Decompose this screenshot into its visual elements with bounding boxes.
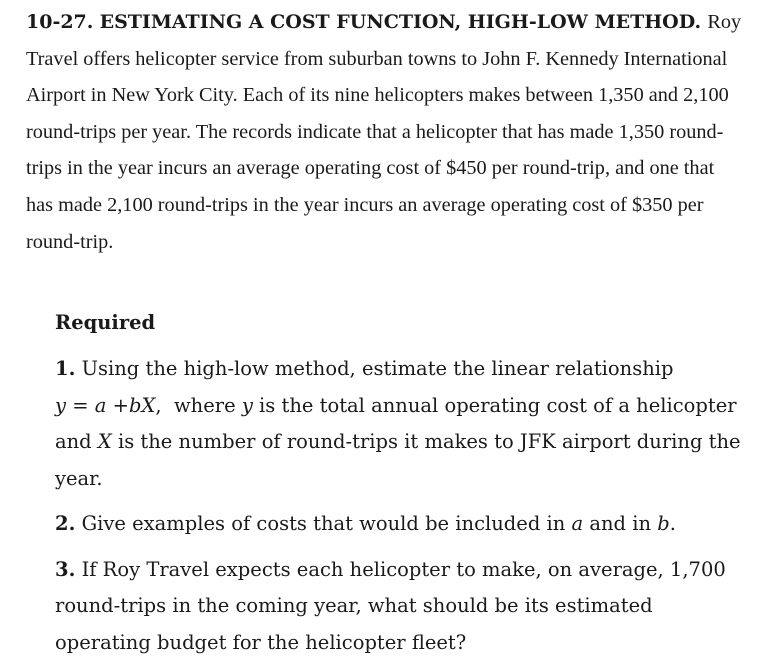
question-text: Using the high-low method, estimate the linear relationship [81, 357, 674, 380]
problem-body: Roy Travel offers helicopter service from suburban towns to John F. Kennedy International Airport in New York City. Each of its nine helicopters makes between 1,350 and 2,100 round-trips per year. The records indicate that a helicopter that has made 1,350 round-trips in the year incurs an average operating cost of $450 per round-trip, and one that has made 2,100 round-trips in the year incurs an average operating cost of $350 per round-trip. [26, 11, 742, 253]
question-text: is the total annual operating cost of a helicopter and [55, 393, 737, 453]
problem-number: 10-27. [26, 11, 94, 33]
required-questions [55, 351, 745, 670]
equation-a: a [94, 393, 107, 417]
question-number: 3. [55, 557, 76, 581]
equation-y: y [55, 393, 67, 417]
required-heading: Required [55, 311, 156, 334]
question-text: where [173, 393, 236, 417]
variable-b: b [657, 512, 670, 535]
variable-X: X [97, 430, 112, 453]
equation-comma: , [155, 393, 162, 417]
question-text: and in [589, 512, 652, 535]
question-number: 1. [55, 357, 76, 380]
variable-a: a [571, 512, 584, 535]
variable-y: y [241, 393, 253, 417]
problem-title: ESTIMATING A COST FUNCTION, HIGH-LOW METHOD. [99, 11, 702, 33]
question-3 [55, 552, 745, 662]
question-2 [55, 506, 745, 543]
problem-statement [26, 4, 746, 260]
question-1 [55, 351, 745, 497]
question-text: Give examples of costs that would be included in [81, 512, 566, 535]
question-number: 2. [55, 512, 76, 535]
equation-X: X [141, 393, 156, 417]
question-text: If Roy Travel expects each helicopter to make, on average, 1,700 round-trips in the coming year, what should be its estimated operating budget for the helicopter fleet? [55, 557, 726, 654]
question-text: is the number of round-trips it makes to JFK airport during the year. [55, 430, 741, 490]
equation-b: b [128, 393, 142, 417]
question-text: . [669, 512, 676, 535]
equation-equals: = [72, 393, 89, 417]
equation-plus: + [112, 393, 129, 417]
